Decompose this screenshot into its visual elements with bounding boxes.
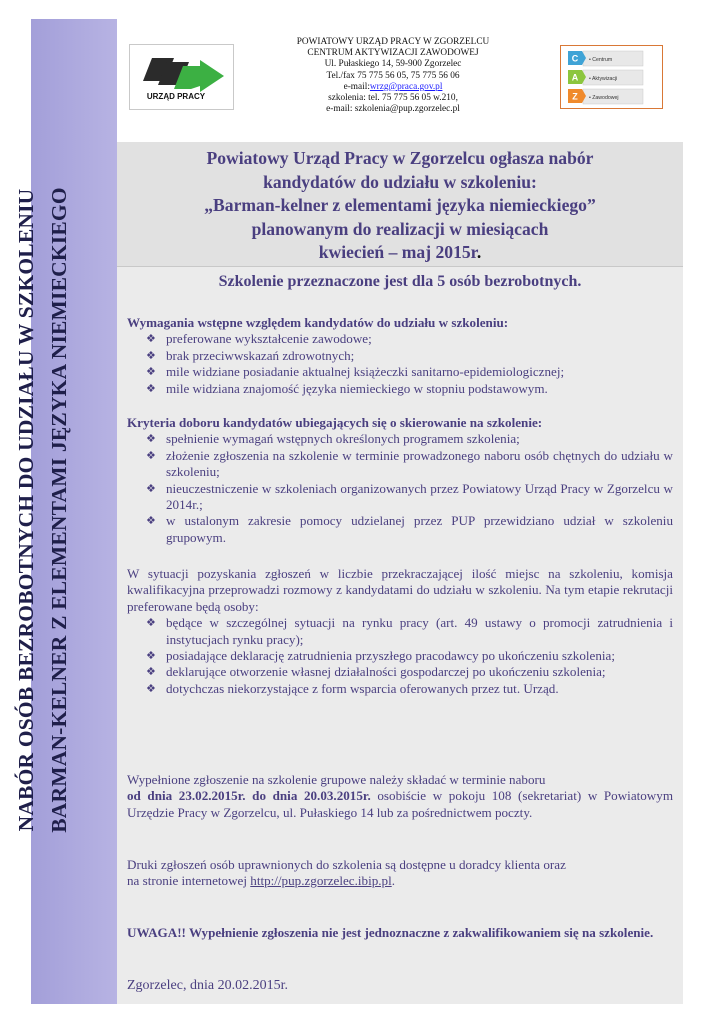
list-item: ❖ preferowane wykształcenie zawodowe; [127,331,673,347]
forms-line1: Druki zgłoszeń osób uprawnionych do szkolenia są dostępne u doradcy klienta oraz [127,857,566,872]
header-line: POWIATOWY URZĄD PRACY W ZGORZELCU [296,37,490,47]
caz-word-zawodowej: • Zawodowej [589,95,619,101]
header-line: Ul. Pułaskiego 14, 59-900 Zgorzelec [324,59,462,70]
submission-dates: od dnia 23.02.2015r. do dnia 20.03.2015r. [127,788,371,804]
caz-logo [560,45,663,109]
header-line: CENTRUM AKTYWIZACJI ZAWODOWEJ [307,48,479,59]
title-line: planowanym do realizacji w miesiącach [251,218,549,239]
title-line [117,241,683,265]
email-link[interactable]: wrzg@praca.gov.pl [369,81,443,92]
list-item: ❖ posiadające deklarację zatrudnienia przyszłego pracodawcy po ukończeniu szkolenia; [127,648,673,664]
institution-header [248,37,538,115]
caz-letter-z: Z [572,91,578,102]
forms-line2-suffix: . [391,873,395,889]
title-line: kandydatów do udziału w szkoleniu: [263,171,537,192]
selection-paragraph: W sytuacji pozyskania zgłoszeń w liczbie przekraczającej ilość miejsc na szkoleniu, komisja kwalifikacyjna przeprowadzi rozmowy z kandydatami do udziału w szkoleniu. Na tym etapie rekrutacji preferowane będą osoby: [127,566,673,614]
list-item: ❖ mile widziane posiadanie aktualnej książeczki sanitarno-epidemiologicznej; [127,364,673,380]
header-email-line [248,82,538,93]
announcement-title [117,147,683,265]
list-item: ❖ będące w szczególnej sytuacji na rynku pracy (art. 49 ustawy o promocji zatrudnienia i instytucjach rynku pracy); [127,615,673,648]
list-item: ❖ mile widziana znajomość języka niemieckiego w stopniu podstawowym. [127,381,673,397]
caz-letter-a: A [571,72,579,83]
urzad-pracy-logo [129,44,234,110]
list-item: ❖ brak przeciwwskazań zdrowotnych; [127,348,673,364]
list-item: ❖ nieuczestniczenie w szkoleniach organizowanych przez Powiatowy Urząd Pracy w Zgorzelcu w 2014r.; [127,481,673,514]
warning-note: UWAGA!! Wypełnienie zgłoszenia nie jest jednoznaczne z zakwalifikowaniem się na szkolenie. [127,925,654,940]
selection-section [127,566,673,697]
submission-details: osobiście w pokoju 108 (sekretariat) w Powiatowym Urzędzie Pracy w Zgorzelcu, ul. Pułaskiego 14 lub za pośrednictwem poczty. [127,788,673,820]
caz-logo-graphic [561,46,662,108]
submission-intro: Wypełnione zgłoszenie na szkolenie grupowe należy składać w terminie naboru [127,772,546,787]
criteria-section [127,415,673,546]
sidebar-title-line1: NABÓR OSÓB BEZROBOTNYCH DO UDZIAŁU W SZKOLENIU [14,188,38,832]
title-line: „Barman-kelner z elementami języka niemieckiego” [204,195,596,215]
list-item: ❖ spełnienie wymagań wstępnych określonych programem szkolenia; [127,431,673,447]
header-line: Tel./fax 75 775 56 05, 75 775 56 06 [326,70,460,81]
submission-paragraph [127,772,673,821]
criteria-heading: Kryteria doboru kandydatów ubiegających się o skierowanie na szkolenie: [127,415,543,430]
list-item: ❖ złożenie zgłoszenia na szkolenie w terminie prowadzonego naboru osób chętnych do udziału w szkoleniu; [127,448,673,481]
caz-word-aktywizacji: • Aktywizacji [589,76,618,82]
list-item: ❖ w ustalonym zakresie pomocy udzielanej przez PUP przewidziano udział w szkoleniu grupowym. [127,513,673,546]
header-line: e-mail: szkolenia@pup.zgorzelec.pl [326,104,460,115]
caz-letter-c: C [571,53,579,64]
forms-paragraph [127,857,673,890]
sidebar-title-line2: BARMAN-KELNER Z ELEMENTAMI JĘZYKA NIEMIECKIEGO [47,187,71,833]
title-line: Powiatowy Urząd Pracy w Zgorzelcu ogłasza nabór [206,148,594,168]
website-link[interactable]: http://pup.zgorzelec.ibip.pl [250,873,392,889]
list-item: ❖ deklarujące otworzenie własnej działalności gospodarczej po ukończeniu szkolenia; [127,664,673,680]
place-date: Zgorzelec, dnia 20.02.2015r. [127,978,288,993]
urzad-pracy-logo-text: URZĄD PRACY [146,92,206,101]
list-item: ❖ dotychczas niekorzystające z form wsparcia oferowanych przez tut. Urząd. [127,681,673,697]
caz-word-centrum: • Centrum [589,57,613,63]
email-label: e-mail: [343,81,370,92]
training-capacity: Szkolenie przeznaczone jest dla 5 osób bezrobotnych. [218,273,582,290]
header-line: szkolenia: tel. 75 775 56 05 w.210, [328,93,458,104]
requirements-section [127,315,673,397]
title-dot: . [476,242,482,262]
title-dates: kwiecień – maj 2015r [318,242,477,262]
requirements-heading: Wymagania wstępne względem kandydatów do udziału w szkoleniu: [127,315,509,330]
forms-line2-prefix: na stronie internetowej [127,873,251,889]
